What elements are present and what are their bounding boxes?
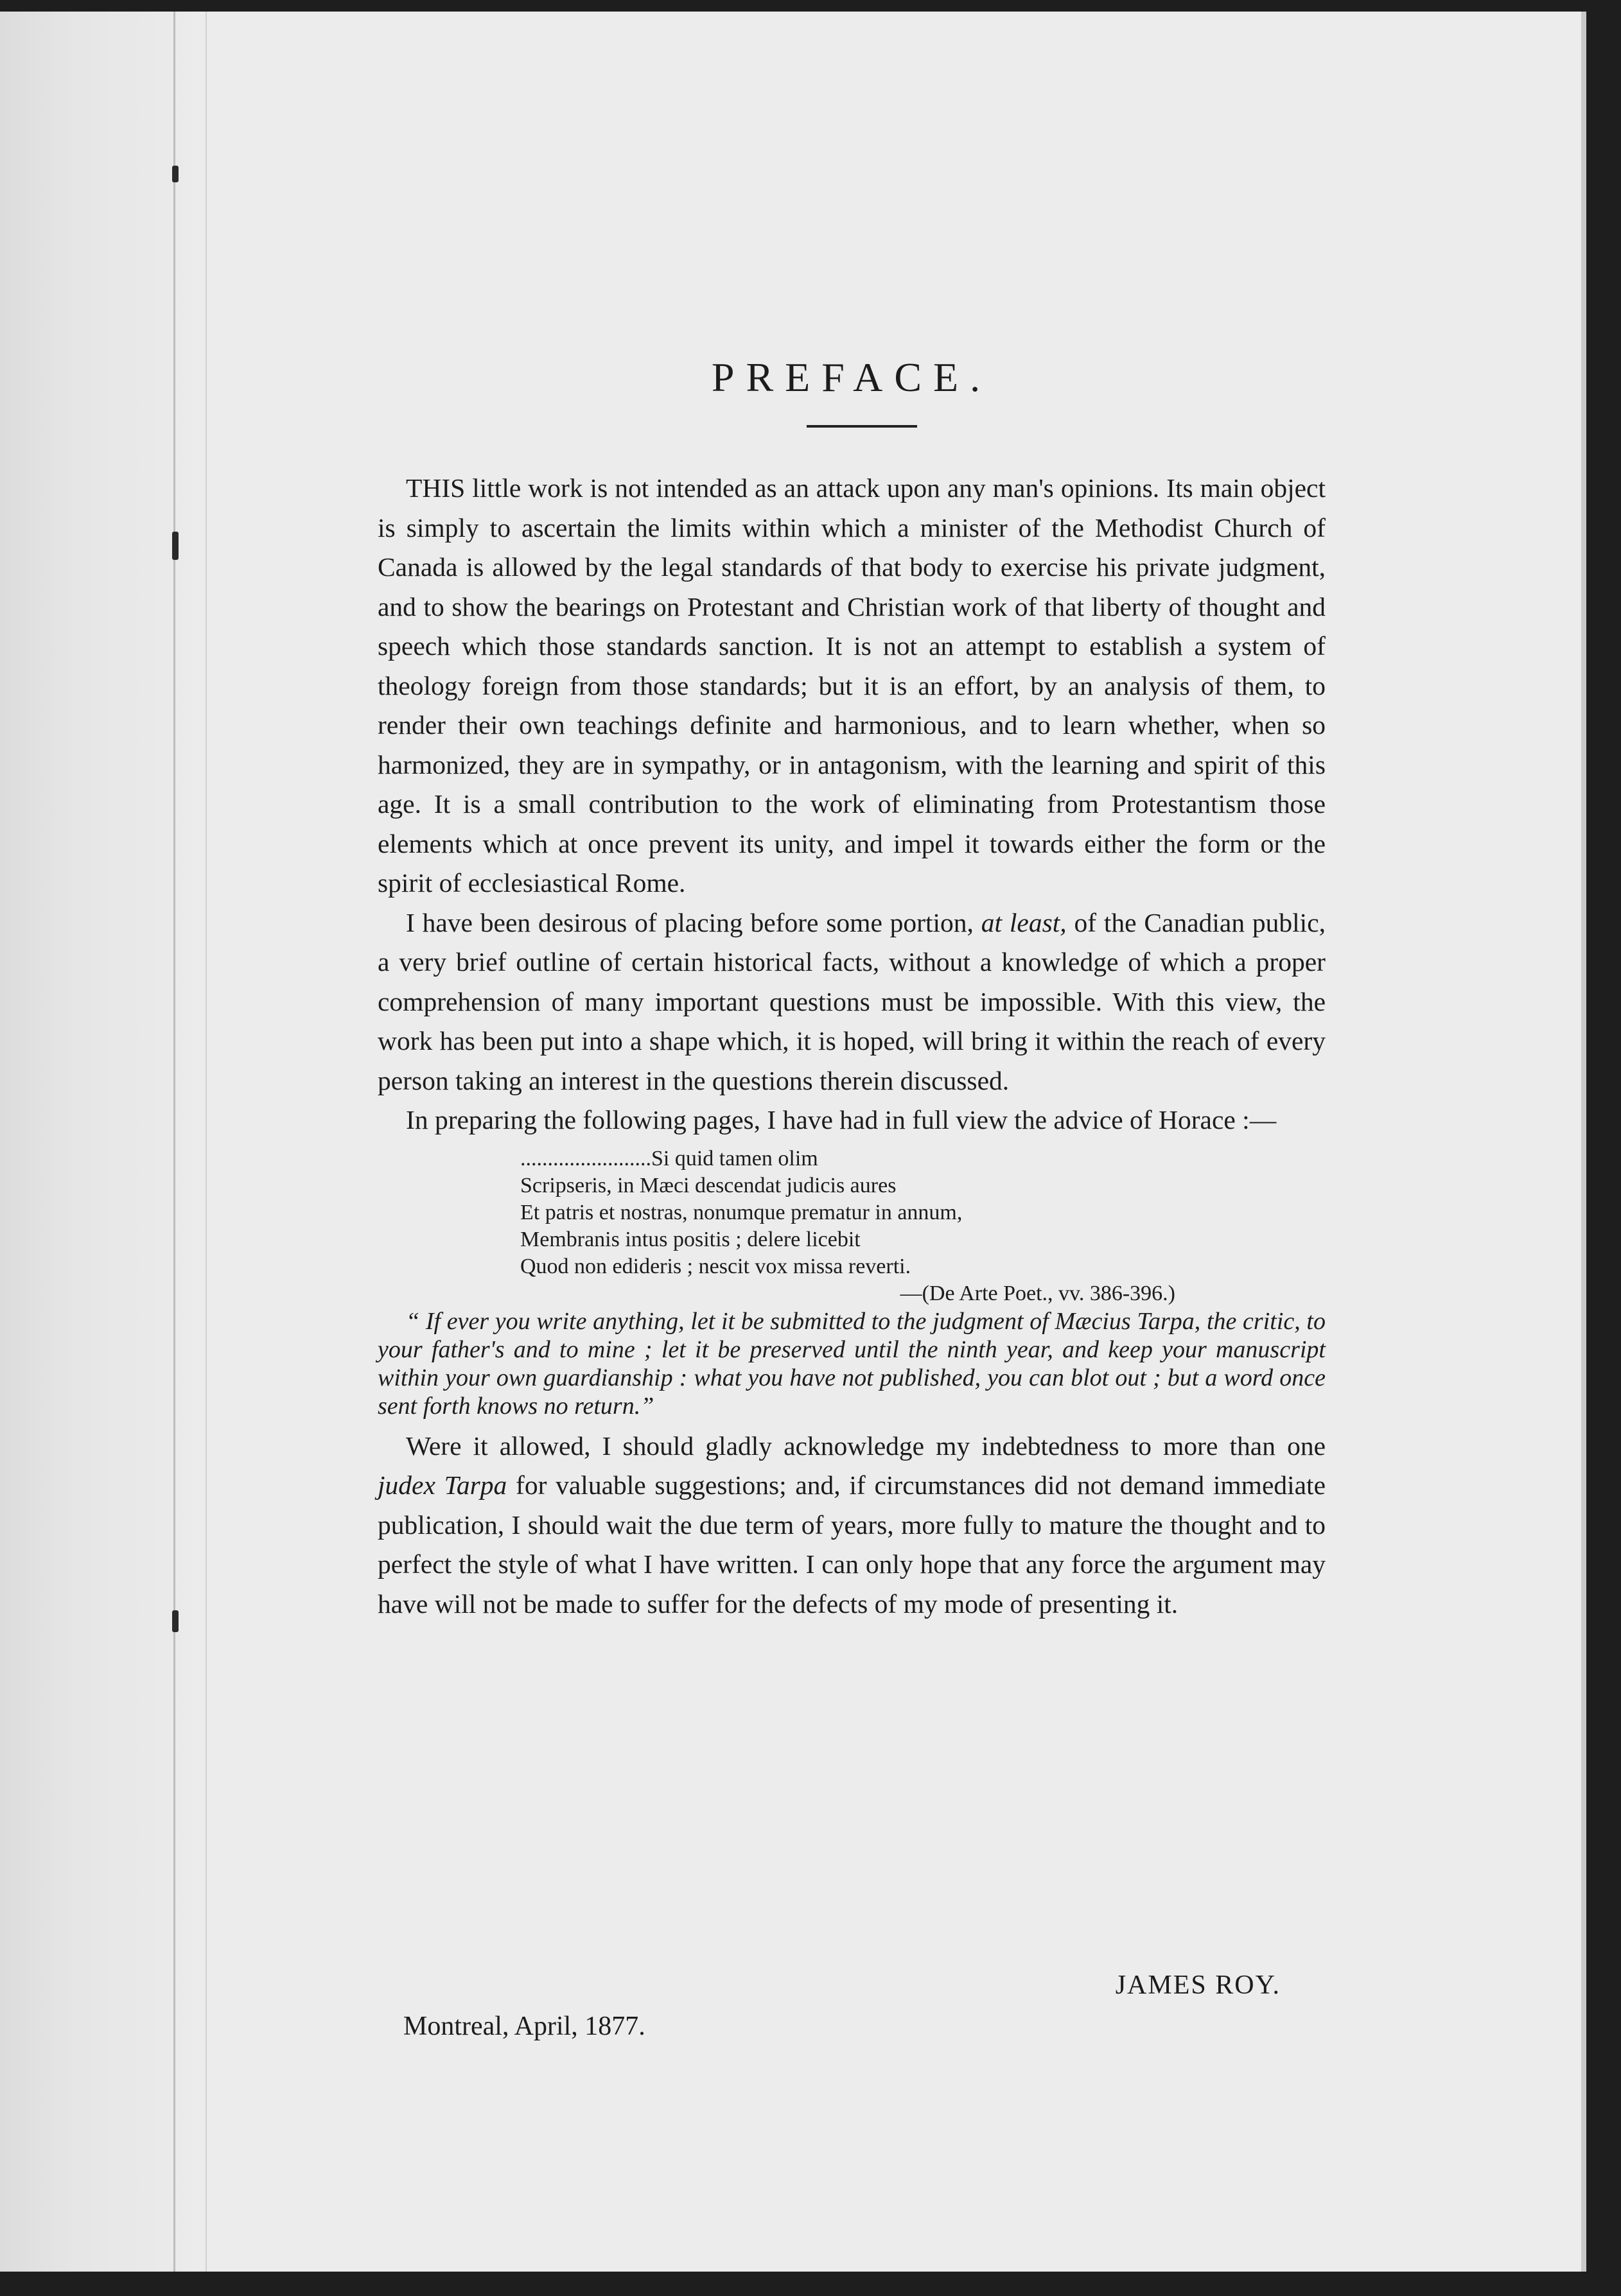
paragraph-text: of the Canadian public, a very brief outline of certain historical facts, without a knowledge of which a proper comprehension of many important questions must be impossible. With this view, the work has been put into a shape which, it is hoped, will bring it within the reach of every person taking an interest in the questions therein discussed. [378,907,1326,1095]
preface-body [378,469,1326,1624]
verse-line: Scripseris, in Mæci descendat judicis aures [520,1173,897,1197]
verse-line: Quod non edideris ; nescit vox missa reverti. [520,1254,911,1278]
paragraph: THIS little work is not intended as an attack upon any man's opinions. Its main object is simply to ascertain the limits within which a minister of the Methodist Church of Canada is allowed by the legal standards of that body to exercise his private judgment, and to show the bearings on Protestant and Christian work of that liberty of thought and speech which those standards sanction. It is not an attempt to establish a system of theology foreign from those standards; but it is an effort, by an analysis of them, to render their own teachings definite and harmonious, and to learn whether, when so harmonized, they are in sympathy, or in antagonism, with the learning and spirit of this age. It is a small contribution to the work of eliminating from Protestantism those elements which at once prevent its unity, and impel it towards either the form or the spirit of ecclesiastical Rome. [378,473,1326,898]
paragraph-text: for valuable suggestions; and, if circumstances did not demand immediate publication, I should wait the due term of years, more fully to mature the thought and to perfect the style of what I have written. I can only hope that any force the argument may have will not be made to suffer for the defects of my mode of presenting it. [378,1470,1326,1619]
paragraph-text: Were it allowed, I should gladly acknowledge my indebtedness to more than one [406,1431,1326,1461]
author-signature: JAMES ROY. [1115,1970,1281,2000]
verse-citation: —(De Arte Poet., vv. 386-396.) [900,1281,1175,1305]
page-title: PREFACE. [711,354,992,400]
page [0,12,1586,2272]
binding-mark [172,1610,179,1632]
binding-mark [172,532,179,560]
paragraph-text: I have been desirous of placing before some portion, [406,907,974,937]
emphasis: judex Tarpa [378,1470,507,1500]
binding-gutter [0,12,193,2272]
gutter-fold-line [173,12,175,2272]
verse-line: Et patris et nostras, nonumque prematur in annum, [520,1200,963,1224]
title-rule [807,425,917,428]
emphasis: at least, [981,907,1067,937]
paragraph [378,903,1326,1101]
paragraph [378,1427,1326,1624]
verse-translation: “ If ever you write anything, let it be submitted to the judgment of Mæcius Tarpa, the critic, to your father's and to mine ; let it be preserved until the ninth year, and keep your manuscript within your own guardianship : what you have not published, you can blot out ; but a word once sent forth knows no return.” [378,1307,1326,1420]
page-edge [1581,12,1586,2272]
verse-line: ........................Si quid tamen olim [520,1146,818,1170]
paragraph: In preparing the following pages, I have had in full view the advice of Horace :— [406,1105,1277,1135]
verse-line: Membranis intus positis ; delere licebit [520,1227,861,1251]
gutter-fold-line [206,12,207,2272]
dateline: Montreal, April, 1877. [403,2012,645,2041]
binding-mark [172,166,179,182]
latin-verse [520,1145,1175,1307]
